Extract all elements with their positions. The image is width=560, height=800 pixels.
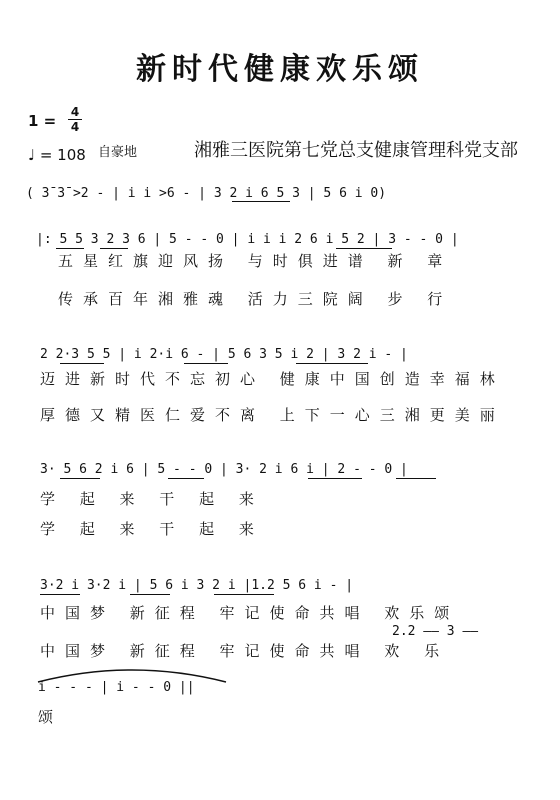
mood-marking: 自豪地: [98, 145, 138, 160]
lyrics-system-4-verse-2: 学 起 来 干 起 来: [40, 520, 264, 538]
lyrics-system-5-verse-2: 中国梦 新征程 牢记使命共唱 欢 乐: [40, 642, 450, 660]
lyrics-system-3-verse-1: 迈进新时代不忘初心 健康中国创造幸福林: [40, 370, 505, 388]
underline-beam: [56, 248, 84, 249]
underline-beam: [232, 201, 290, 202]
underline-beam: [130, 594, 170, 595]
underline-beam: [100, 248, 128, 249]
lyrics-system-3-verse-2: 厚德又精医仁爱不离 上下一心三湘更美丽: [40, 406, 505, 424]
lyrics-system-6-verse-1: 颂: [38, 708, 64, 726]
tempo-marking: ♩ = 108: [28, 146, 86, 164]
notes-system-1: ( 3̄ 3̄ >2 - | i i >6 - | 3 2 i 6 5 3 | 5 6 i 0): [26, 186, 387, 201]
time-signature-bottom: 4: [70, 120, 80, 134]
lyrics-system-4-verse-1: 学 起 来 干 起 来: [40, 490, 264, 508]
lyrics-system-2-verse-2: 传承百年湘雅魂 活力三院阔 步 行: [58, 290, 453, 308]
underline-beam: [308, 478, 362, 479]
underline-beam: [214, 594, 274, 595]
underline-beam: [40, 594, 80, 595]
underline-beam: [60, 363, 104, 364]
volta-2-notes: 2.2 —— 3 ——: [392, 624, 479, 639]
notes-system-2: |: 5 5 3 2 3 6 | 5 - - 0 | i i i 2 6 i 5 2 | 3 - - 0 |: [36, 232, 459, 247]
lyrics-system-2-verse-1: 五星红旗迎风扬 与时俱进谱 新 章: [58, 252, 453, 270]
notes-system-4: 3· 5 6 2 i 6 | 5 - - 0 | 3· 2 i 6 i | 2 - - 0 |: [40, 462, 408, 477]
underline-beam: [396, 478, 436, 479]
lyrics-system-5-verse-1: 中国梦 新征程 牢记使命共唱 欢乐颂: [40, 604, 460, 622]
key-signature: 1 =: [28, 112, 57, 130]
underline-beam: [336, 248, 392, 249]
underline-beam: [60, 478, 100, 479]
notes-system-6: i - - - | i - - 0 ||: [38, 680, 195, 695]
underline-beam: [296, 363, 368, 364]
time-signature: [68, 106, 82, 133]
notes-system-3: 2 2·3 5 5 | i 2·i 6 - | 5 6 3 5 i 2 | 3 2 i - |: [40, 347, 408, 362]
department-name: 湘雅三医院第七党总支健康管理科党支部: [194, 140, 518, 161]
page-title: 新时代健康欢乐颂: [136, 52, 424, 87]
underline-beam: [184, 363, 228, 364]
time-signature-top: 4: [70, 105, 80, 119]
underline-beam: [168, 478, 204, 479]
notes-system-5: 3·2 i 3·2 i | 5 6 i 3 2 i |1.2 5 6 i - |: [40, 578, 354, 593]
